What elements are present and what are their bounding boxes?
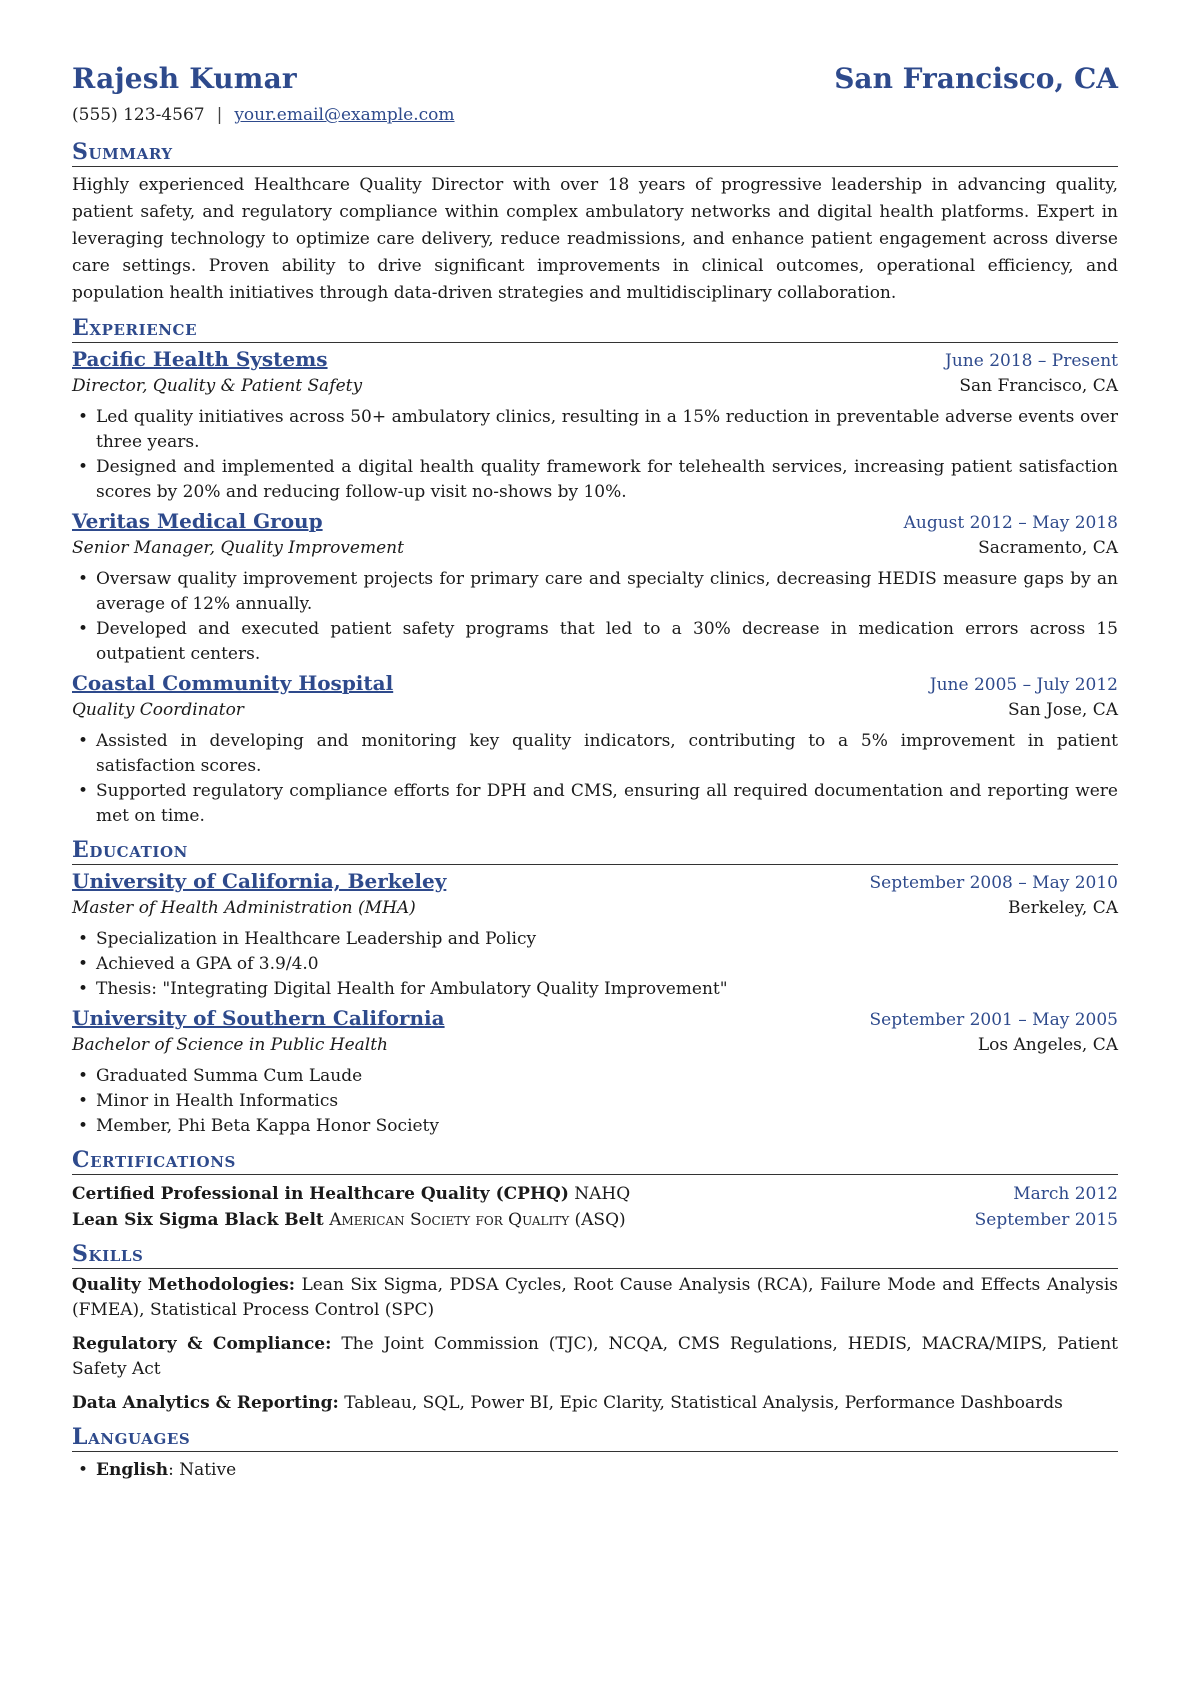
skill-label: Quality Methodologies: <box>72 1275 296 1295</box>
candidate-name: Rajesh Kumar <box>72 62 297 95</box>
bullet-item: • Assisted in developing and monitoring key quality indicators, contributing to a 5% improvement in patient satisfaction scores. <box>72 729 1118 779</box>
bullet-item: • Member, Phi Beta Kappa Honor Society <box>72 1114 1118 1139</box>
school-link[interactable]: University of California, Berkeley <box>72 869 447 893</box>
bullet-list <box>72 1064 1118 1139</box>
language-list <box>72 1458 1118 1483</box>
skill-values: Lean Six Sigma, PDSA Cycles, Root Cause Analysis (RCA), Failure Mode and Effects Analysis (FMEA), Statistical Process Control (SPC) <box>72 1275 1119 1320</box>
experience-entry <box>72 507 1118 667</box>
employer-link[interactable]: Pacific Health Systems <box>72 347 328 371</box>
section-title-certifications: Certifications <box>72 1147 1118 1175</box>
section-title-summary: Summary <box>72 139 1118 167</box>
employer-link[interactable]: Coastal Community Hospital <box>72 671 394 695</box>
bullet-item: • Achieved a GPA of 3.9/4.0 <box>72 952 1118 977</box>
certification-item <box>72 1181 1118 1207</box>
section-title-skills: Skills <box>72 1241 1118 1269</box>
bullet-list <box>72 927 1118 1002</box>
skill-group <box>72 1391 1118 1416</box>
experience-section <box>72 315 1118 829</box>
phone-number: (555) 123-4567 <box>72 105 205 125</box>
certification-date: March 2012 <box>1013 1184 1118 1204</box>
education-entry <box>72 867 1118 1002</box>
bullet-list <box>72 405 1118 505</box>
language-level: Native <box>179 1460 237 1480</box>
skill-label: Regulatory & Compliance: <box>72 1334 332 1354</box>
bullet-item: • Developed and executed patient safety programs that led to a 30% decrease in medication errors across 15 outpatient centers. <box>72 617 1118 667</box>
contact-separator: | <box>216 105 223 125</box>
certification-item <box>72 1207 1118 1233</box>
bullet-item: • Supported regulatory compliance efforts for DPH and CMS, ensuring all required documentation and reporting were met on time. <box>72 779 1118 829</box>
bullet-item: • Oversaw quality improvement projects for primary care and specialty clinics, decreasing HEDIS measure gaps by an average of 12% annually. <box>72 567 1118 617</box>
entry-dates: September 2001 – May 2005 <box>869 1010 1118 1030</box>
bullet-item: • Led quality initiatives across 50+ ambulatory clinics, resulting in a 15% reduction in preventable adverse events over three years. <box>72 405 1118 455</box>
certification-issuer: NAHQ <box>574 1184 631 1204</box>
section-title-languages: Languages <box>72 1424 1118 1452</box>
entry-dates: June 2018 – Present <box>945 351 1118 371</box>
bullet-list <box>72 729 1118 829</box>
certification-name: Certified Professional in Healthcare Quality (CPHQ) <box>72 1184 569 1204</box>
degree: Master of Health Administration (MHA) <box>72 898 416 918</box>
job-title: Quality Coordinator <box>72 700 244 720</box>
summary-section <box>72 139 1118 307</box>
entry-location: San Jose, CA <box>1007 700 1118 720</box>
bullet-item: • Designed and implemented a digital health quality framework for telehealth services, increasing patient satisfaction scores by 20% and reducing follow-up visit no-shows by 10%. <box>72 455 1118 505</box>
employer-link[interactable]: Veritas Medical Group <box>72 509 323 533</box>
bullet-item: • Thesis: "Integrating Digital Health for Ambulatory Quality Improvement" <box>72 977 1118 1002</box>
candidate-location: San Francisco, CA <box>834 62 1118 95</box>
language-item: • English: Native <box>72 1458 1118 1483</box>
header <box>72 62 1118 95</box>
entry-dates: June 2005 – July 2012 <box>929 675 1118 695</box>
entry-location: Los Angeles, CA <box>977 1035 1118 1055</box>
skill-values: Tableau, SQL, Power BI, Epic Clarity, Statistical Analysis, Performance Dashboards <box>344 1393 1063 1413</box>
certification-issuer: American Society for Quality (ASQ) <box>329 1210 626 1230</box>
experience-entry <box>72 345 1118 505</box>
entry-location: Berkeley, CA <box>1008 898 1118 918</box>
education-section <box>72 837 1118 1139</box>
language-name: English <box>96 1460 169 1480</box>
certifications-section <box>72 1147 1118 1233</box>
certification-name: Lean Six Sigma Black Belt <box>72 1210 324 1230</box>
summary-text: Highly experienced Healthcare Quality Director with over 18 years of progressive leadership in advancing quality, patient safety, and regulatory compliance within complex ambulatory networks and digital health platforms. Expert in leveraging technology to optimize care delivery, reduce readmissions, and enhance patient engagement across diverse care settings. Proven ability to drive significant improvements in clinical outcomes, operational efficiency, and population health initiatives through data-driven strategies and multidisciplinary collaboration. <box>72 175 1118 303</box>
skill-values: The Joint Commission (TJC), NCQA, CMS Regulations, HEDIS, MACRA/MIPS, Patient Safety Act <box>72 1334 1118 1379</box>
job-title: Director, Quality & Patient Safety <box>72 376 363 396</box>
languages-section <box>72 1424 1118 1483</box>
entry-location: San Francisco, CA <box>959 376 1118 396</box>
experience-entry <box>72 669 1118 829</box>
job-title: Senior Manager, Quality Improvement <box>72 538 404 558</box>
degree: Bachelor of Science in Public Health <box>72 1035 388 1055</box>
section-title-education: Education <box>72 837 1118 865</box>
school-link[interactable]: University of Southern California <box>72 1006 445 1030</box>
bullet-list <box>72 567 1118 667</box>
bullet-item: • Minor in Health Informatics <box>72 1089 1118 1114</box>
email-link[interactable]: your.email@example.com <box>234 105 455 125</box>
entry-location: Sacramento, CA <box>978 538 1118 558</box>
skills-section <box>72 1241 1118 1416</box>
section-title-experience: Experience <box>72 315 1118 343</box>
contact-line <box>72 105 1118 125</box>
skill-group <box>72 1273 1118 1323</box>
certification-date: September 2015 <box>974 1210 1118 1230</box>
bullet-item: • Specialization in Healthcare Leadership and Policy <box>72 927 1118 952</box>
entry-dates: September 2008 – May 2010 <box>869 873 1118 893</box>
skill-label: Data Analytics & Reporting: <box>72 1393 339 1413</box>
skill-group <box>72 1332 1118 1382</box>
entry-dates: August 2012 – May 2018 <box>903 513 1118 533</box>
education-entry <box>72 1004 1118 1139</box>
bullet-item: • Graduated Summa Cum Laude <box>72 1064 1118 1089</box>
